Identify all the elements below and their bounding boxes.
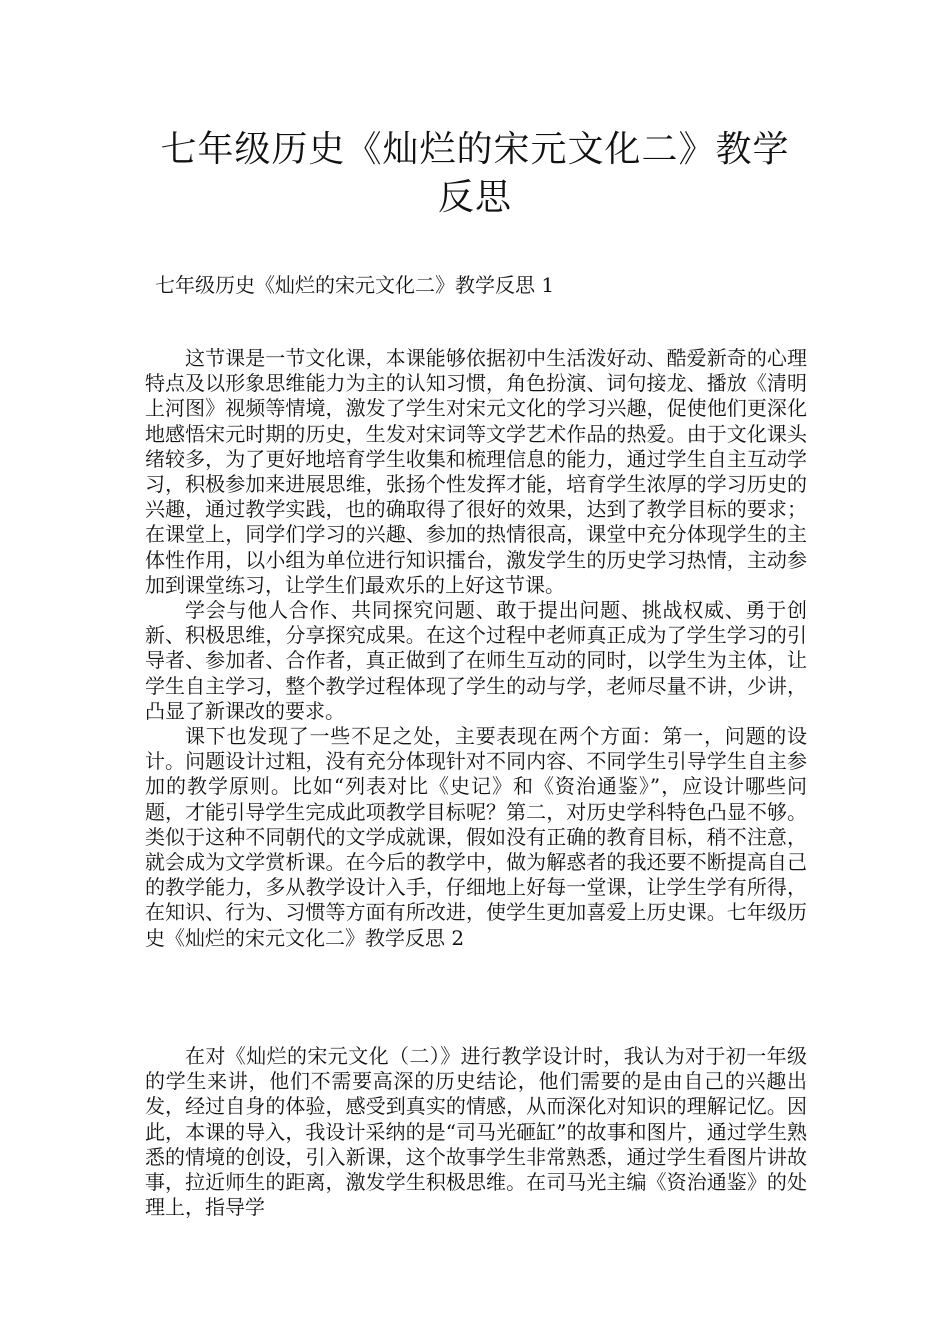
document-title: 七年级历史《灿烂的宋元文化二》教学反思: [160, 129, 790, 218]
section-1-body: [145, 346, 807, 951]
paragraph: 课下也发现了一些不足之处，主要表现在两个方面：第一，问题的设计。问题设计过粗，没有充分体现针对不同内容、不同学生引导学生自主参加的教学原则。比如“列表对比《史记》和《资治通鉴》”，应设计哪些问题，才能引导学生完成此项教学目标呢？第二，对历史学科特色凸显不够。类似于这种不同朝代的文学成就课，假如没有正确的教育目标，稍不注意，就会成为文学赏析课。在今后的教学中，做为解惑者的我还要不断提高自己的教学能力，多从教学设计入手，仔细地上好每一堂课，让学生学有所得，在知识、行为、习惯等方面有所改进，使学生更加喜爱上历史课。七年级历史《灿烂的宋元文化二》教学反思 2: [145, 724, 807, 950]
paragraph: 在对《灿烂的宋元文化（二）》进行教学设计时，我认为对于初一年级的学生来讲，他们不需要高深的历史结论，他们需要的是由自己的兴趣出发，经过自身的体验，感受到真实的情感，从而深化对知识的理解记忆。因此，本课的导入，我设计采纳的是“司马光砸缸”的故事和图片，通过学生熟悉的情境的创设，引入新课，这个故事学生非常熟悉，通过学生看图片讲故事，拉近师生的距离，激发学生积极思维。在司马光主编《资治通鉴》的处理上，指导学: [145, 1044, 807, 1220]
section-heading-1: 七年级历史《灿烂的宋元文化二》教学反思 1: [155, 273, 555, 297]
section-2-body: [145, 1044, 807, 1220]
paragraph: 这节课是一节文化课，本课能够依据初中生活泼好动、酷爱新奇的心理特点及以形象思维能力为主的认知习惯，角色扮演、词句接龙、播放《清明上河图》视频等情境，激发了学生对宋元文化的学习兴趣，促使他们更深化地感悟宋元时期的历史，生发对宋词等文学艺术作品的热爱。由于文化课头绪较多，为了更好地培育学生收集和梳理信息的能力，通过学生自主互动学习，积极参加来进展思维，张扬个性发挥才能，培育学生浓厚的学习历史的兴趣，通过教学实践，也的确取得了很好的效果，达到了教学目标的要求；在课堂上，同学们学习的兴趣、参加的热情很高，课堂中充分体现学生的主体性作用，以小组为单位进行知识擂台，激发学生的历史学习热情，主动参加到课堂练习，让学生们最欢乐的上好这节课。: [145, 346, 807, 597]
paragraph: 学会与他人合作、共同探究问题、敢于提出问题、挑战权威、勇于创新、积极思维，分享探究成果。在这个过程中老师真正成为了学生学习的引导者、参加者、合作者，真正做到了在师生互动的同时，以学生为主体，让学生自主学习，整个教学过程体现了学生的动与学，老师尽量不讲，少讲，凸显了新课改的要求。: [145, 598, 807, 723]
